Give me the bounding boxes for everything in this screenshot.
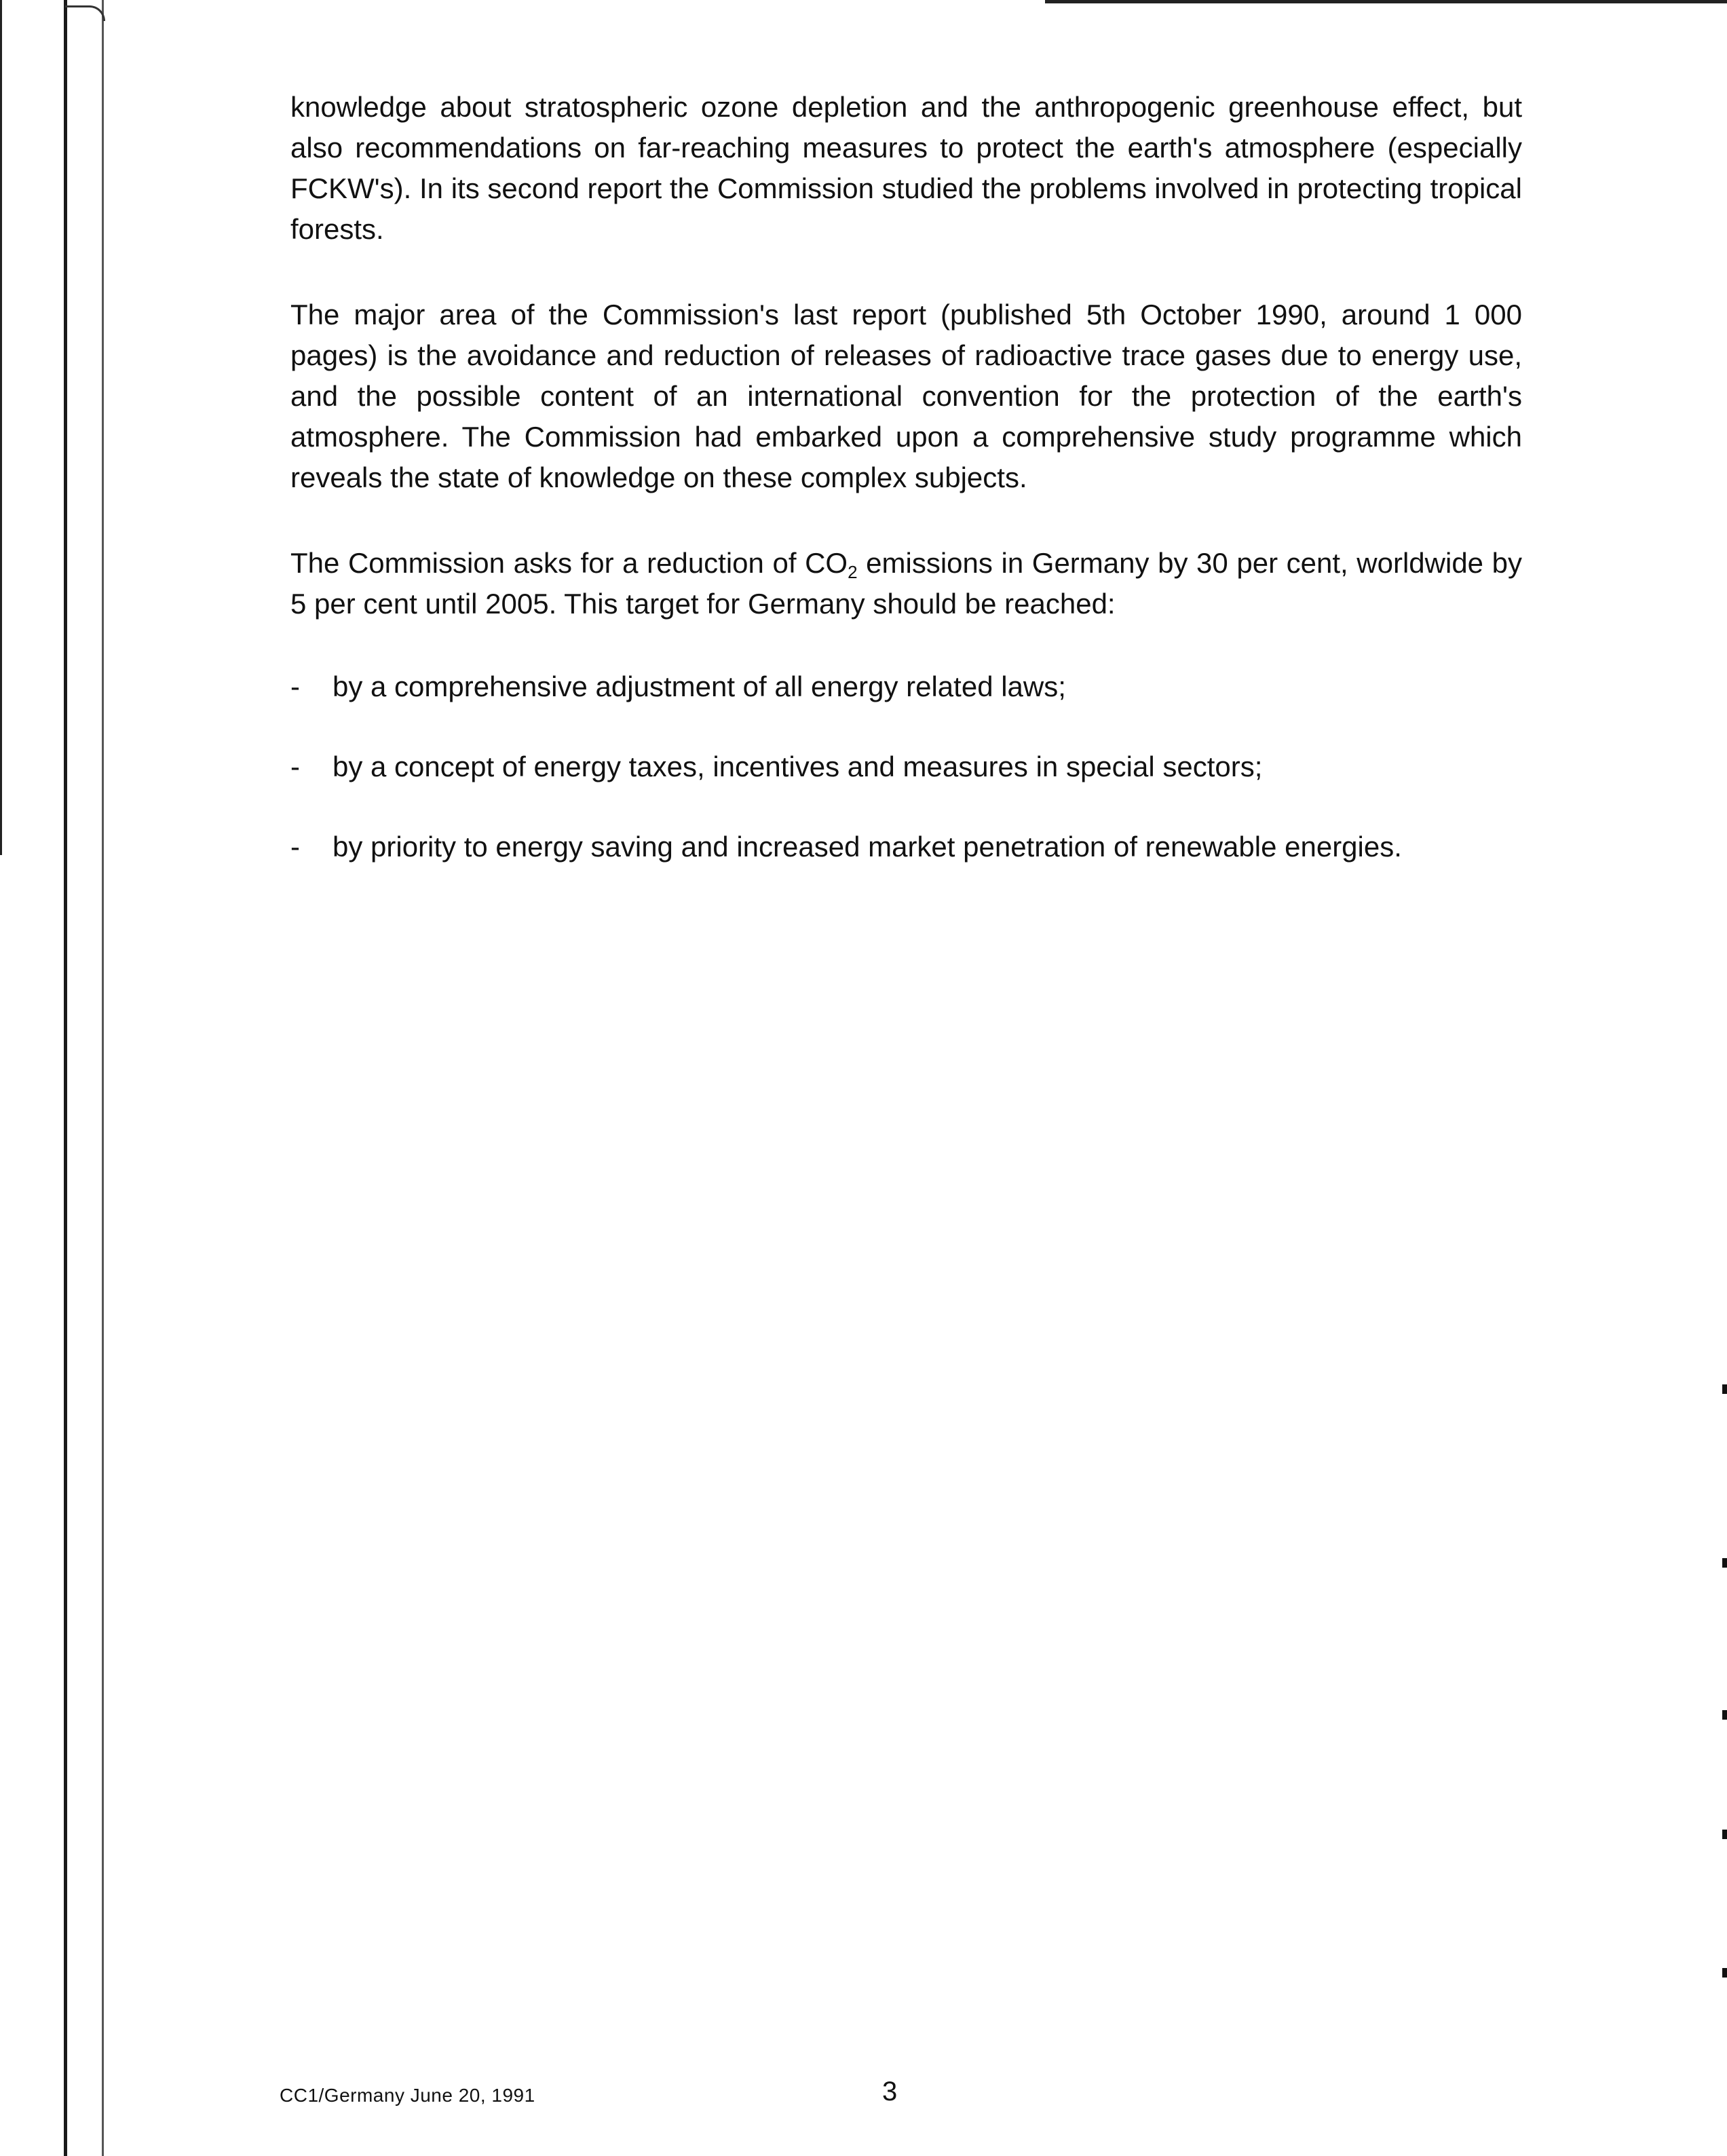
list-item-text: by priority to energy saving and increased market penetration of renewable energies. [333,831,1402,863]
edge-tick [1722,1384,1727,1394]
list-item-text: by a concept of energy taxes, incentives and measures in special sectors; [333,751,1263,782]
binder-edge-line [64,0,67,2156]
paragraph-last-report: The major area of the Commission's last report (published 5th October 1990, around 1 000 pages) is the avoidance and reduction of releases of radioactive trace gases due to energy use, and the possible content of an international convention for the protection of the earth's atmosphere. The Commission had embarked upon a comprehensive study programme which reveals the state of knowledge on these complex subjects. [290,299,1522,493]
footer-document-reference: CC1/Germany June 20, 1991 [280,2085,535,2106]
list-item-text: by a comprehensive adjustment of all energy related laws; [333,670,1066,702]
edge-tick [1722,1558,1727,1568]
co2-text-after: emissions in Germany by 30 per cent, worldwide by 5 per cent until 2005. This target for Germany should be reached: [290,547,1522,620]
co2-subscript: 2 [848,562,858,582]
co2-text-before: The Commission asks for a reduction of CO [290,547,848,579]
list-item [290,746,1522,787]
edge-tick [1722,1830,1727,1839]
dash-bullet: - [290,831,300,863]
paragraph-co2-reduction [290,543,1522,624]
edge-tick [1722,1710,1727,1720]
measures-list [290,666,1522,867]
list-item [290,666,1522,707]
top-edge-rule [1045,0,1727,3]
binder-inner-line [102,0,104,2156]
dash-bullet: - [290,670,300,702]
paragraph-commission-findings: knowledge about stratospheric ozone depletion and the anthropogenic greenhouse effect, but also recommendations on far-reaching measures to protect the earth's atmosphere (especially FCKW's). In its second report the Commission studied the problems involved in protecting tropical forests. [290,91,1522,245]
document-body [290,87,1522,907]
page-number: 3 [882,2077,898,2106]
dash-bullet: - [290,751,300,782]
scan-edge-left [0,0,2,855]
page-corner-curl [65,5,105,21]
edge-tick [1722,1968,1727,1978]
list-item [290,827,1522,867]
